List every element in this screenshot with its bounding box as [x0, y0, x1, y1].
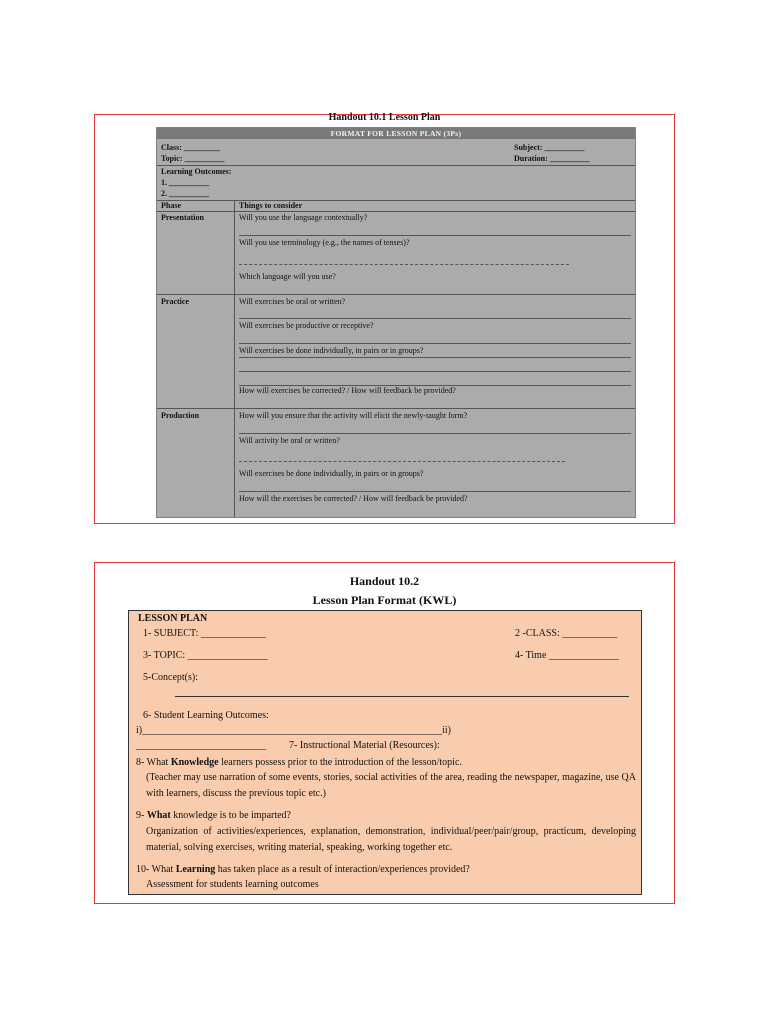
handout-10-2-title: Handout 10.2: [349, 574, 420, 588]
subject-field: 1- SUBJECT: _____________: [143, 628, 266, 639]
outcomes-blank-line: i)____________________________________________________________ii): [136, 725, 451, 736]
practice-item: Will exercises be productive or receptive?: [239, 321, 374, 330]
material-blank: __________________________: [136, 740, 266, 751]
answer-line: [239, 264, 569, 265]
divider: [157, 408, 635, 409]
concepts-field: 5-Concept(s):: [143, 672, 198, 683]
presentation-item: Will you use the language contextually?: [239, 213, 368, 222]
topic-field: Topic: __________: [161, 154, 225, 163]
subject-field: Subject: __________: [514, 143, 585, 152]
presentation-item: Will you use terminology (e.g., the names of tenses)?: [239, 238, 410, 247]
answer-line: [239, 433, 631, 434]
divider: [157, 211, 635, 212]
col-things-header: Things to consider: [239, 201, 303, 210]
handout-10-1-frame: [94, 114, 675, 524]
phase-practice: Practice: [161, 297, 189, 306]
lesson-plan-kwl-box: [128, 610, 642, 895]
answer-line: [239, 357, 631, 358]
instructional-material: 7- Instructional Material (Resources):: [289, 740, 440, 751]
question-10-note: Assessment for students learning outcomes: [146, 879, 319, 890]
production-item: Will activity be oral or written?: [239, 436, 340, 445]
handout-10-2-subtitle: Lesson Plan Format (KWL): [312, 593, 457, 607]
topic-field: 3- TOPIC: ________________: [143, 650, 268, 661]
practice-item: Will exercises be oral or written?: [239, 297, 346, 306]
time-field: 4- Time ______________: [515, 650, 619, 661]
class-field: 2 -CLASS: ___________: [515, 628, 618, 639]
question-10: 10- What Learning has taken place as a result of interaction/experiences provided?: [136, 864, 470, 875]
lesson-plan-heading: LESSON PLAN: [138, 613, 208, 624]
question-8-note: (Teacher may use narration of some events, stories, social activities of the area, reading the newspaper, magazine, use QA with learners, discuss the previous topic etc.): [146, 772, 636, 799]
outcome-1: 1. __________: [161, 178, 209, 187]
question-8: 8- What Knowledge learners possess prior to the introduction of the lesson/topic.: [136, 757, 462, 768]
student-learning-outcomes: 6- Student Learning Outcomes:: [143, 710, 269, 721]
duration-field: Duration: __________: [514, 154, 590, 163]
column-divider: [234, 200, 235, 517]
table-header: FORMAT FOR LESSON PLAN (3Ps): [157, 128, 635, 139]
answer-line: [239, 235, 631, 236]
outcome-2: 2. __________: [161, 189, 209, 198]
phase-production: Production: [161, 411, 200, 420]
answer-line: [239, 371, 631, 372]
class-field: Class: _________: [161, 143, 220, 152]
divider: [157, 294, 635, 295]
concepts-answer-line: [175, 696, 629, 697]
production-item: Will exercises be done individually, in pairs or in groups?: [239, 469, 424, 478]
handout-10-2-frame: [94, 562, 675, 904]
answer-line: [239, 461, 565, 462]
lesson-plan-3ps-table: [156, 127, 636, 518]
phase-presentation: Presentation: [161, 213, 204, 222]
answer-line: [239, 343, 631, 344]
divider: [157, 200, 635, 201]
production-item: How will you ensure that the activity will elicit the newly-taught form?: [239, 411, 468, 420]
practice-item: Will exercises be done individually, in pairs or in groups?: [239, 346, 424, 355]
production-item: How will the exercises be corrected? / How will feedback be provided?: [239, 494, 468, 503]
divider: [157, 165, 635, 166]
answer-line: [239, 318, 631, 319]
learning-outcomes-label: Learning Outcomes:: [161, 167, 232, 176]
practice-item: How will exercises be corrected? / How will feedback be provided?: [239, 386, 456, 395]
handout-10-1-title: Handout 10.1 Lesson Plan: [328, 112, 441, 123]
question-9: 9- What knowledge is to be imparted?: [136, 810, 291, 821]
answer-line: [239, 491, 631, 492]
question-9-note: Organization of activities/experiences, explanation, demonstration, individual/peer/pair/group, practicum, developing material, solving exercises, writing material, speaking, working together etc.: [146, 826, 636, 853]
col-phase-header: Phase: [161, 201, 181, 210]
presentation-item: Which language will you use?: [239, 272, 336, 281]
